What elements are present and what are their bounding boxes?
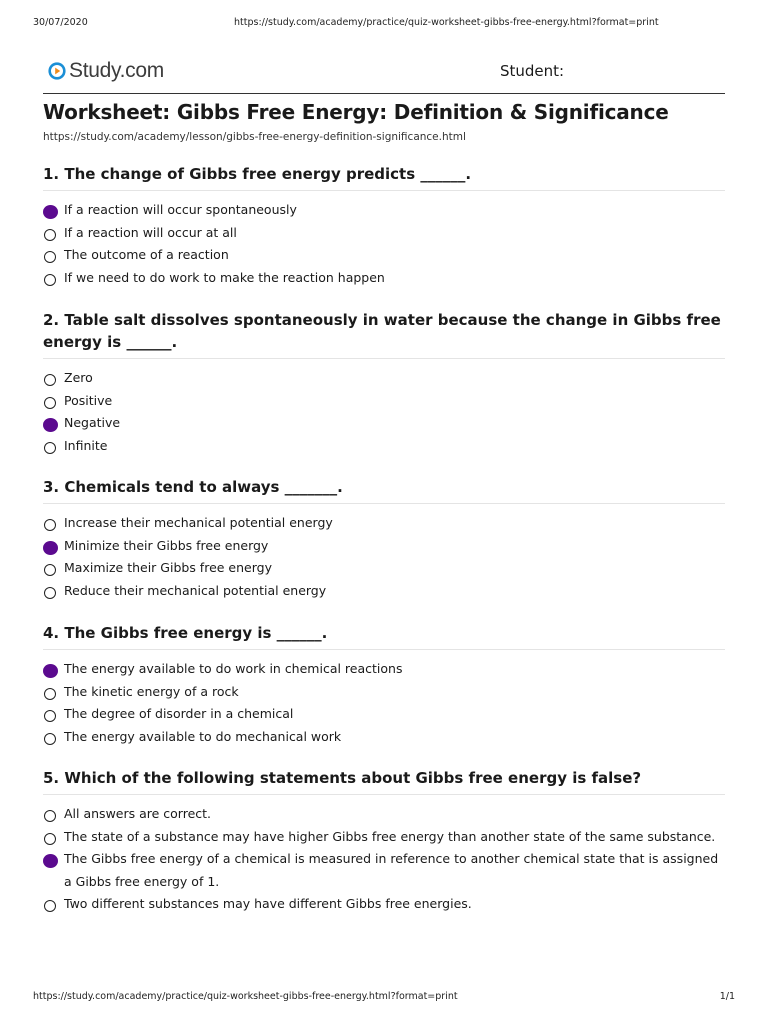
answer-text: Increase their mechanical potential energy [64,515,333,530]
answer-option[interactable] [43,826,725,849]
answer-text: The Gibbs free energy of a chemical is measured in reference to another chemical state that is assigned a Gibbs free energy of 1. [64,851,719,889]
question-4 [43,622,725,748]
logo-text: Study.com [69,59,164,82]
answer-text: If a reaction will occur at all [64,224,237,240]
answer-option[interactable] [43,893,725,916]
answer-text: Positive [64,392,113,408]
answer-option[interactable] [43,703,725,726]
lesson-url[interactable]: https://study.com/academy/lesson/gibbs-free-energy-definition-significance.html [43,131,466,143]
answer-option[interactable] [43,435,725,458]
radio-button[interactable] [44,710,56,722]
selected-answer-marker [43,205,58,219]
answer-option[interactable] [43,199,725,222]
answer-text: Two different substances may have different Gibbs free energies. [64,896,472,911]
question-3 [43,476,725,602]
selected-answer-marker [43,854,58,868]
answer-text: If a reaction will occur spontaneously [64,202,297,217]
print-url-footer: https://study.com/academy/practice/quiz-worksheet-gibbs-free-energy.html?format=print [33,991,458,1002]
answer-option[interactable] [43,367,725,390]
radio-button[interactable] [44,229,56,241]
radio-button[interactable] [44,251,56,263]
radio-button[interactable] [44,587,56,599]
question-text: 2. Table salt dissolves spontaneously in water because the change in Gibbs free energy is ______. [43,311,721,351]
header-divider [43,93,725,94]
answer-option[interactable] [43,848,725,893]
answer-text: The state of a substance may have higher Gibbs free energy than another state of the same substance. [64,828,716,844]
answer-list [43,512,725,602]
answer-text: The energy available to do work in chemical reactions [64,661,403,676]
worksheet-title: Worksheet: Gibbs Free Energy: Definition & Significance [43,100,669,124]
study-logo[interactable] [48,56,164,86]
selected-answer-marker [43,418,58,432]
answer-text: The outcome of a reaction [64,247,229,262]
answer-option[interactable] [43,244,725,267]
answer-list [43,367,725,457]
question-divider [43,794,725,795]
answer-option[interactable] [43,580,725,603]
selected-answer-marker [43,541,58,555]
answer-text: Maximize their Gibbs free energy [64,560,272,575]
play-circle-icon [48,62,66,80]
print-date: 30/07/2020 [33,17,88,28]
answer-option[interactable] [43,681,725,704]
answer-text: Zero [64,370,93,385]
question-5 [43,767,725,916]
question-text: 3. Chemicals tend to always _______. [43,478,343,496]
answer-text: If we need to do work to make the reaction happen [64,269,385,285]
answer-list [43,803,725,916]
radio-button[interactable] [44,374,56,386]
question-1 [43,163,725,289]
radio-button[interactable] [44,564,56,576]
answer-list [43,658,725,748]
answer-text: The energy available to do mechanical work [64,728,342,744]
answer-list [43,199,725,289]
answer-option[interactable] [43,557,725,580]
answer-text: Reduce their mechanical potential energy [64,582,327,598]
answer-text: Minimize their Gibbs free energy [64,537,269,553]
question-divider [43,649,725,650]
print-url-header: https://study.com/academy/practice/quiz-worksheet-gibbs-free-energy.html?format=print [234,17,659,28]
answer-text: Infinite [64,437,108,453]
answer-option[interactable] [43,390,725,413]
page-number: 1/1 [719,991,735,1002]
radio-button[interactable] [44,442,56,454]
question-divider [43,503,725,504]
answer-text: Negative [64,415,121,430]
question-divider [43,358,725,359]
selected-answer-marker [43,664,58,678]
radio-button[interactable] [44,688,56,700]
radio-button[interactable] [44,274,56,286]
answer-option[interactable] [43,535,725,558]
question-2 [43,309,725,457]
question-text: 4. The Gibbs free energy is ______. [43,624,328,642]
question-text: 5. Which of the following statements about Gibbs free energy is false? [43,769,642,787]
student-label: Student: [500,62,565,80]
answer-option[interactable] [43,512,725,535]
radio-button[interactable] [44,397,56,409]
radio-button[interactable] [44,900,56,912]
answer-option[interactable] [43,267,725,290]
answer-option[interactable] [43,726,725,749]
radio-button[interactable] [44,810,56,822]
radio-button[interactable] [44,519,56,531]
answer-option[interactable] [43,412,725,435]
question-divider [43,190,725,191]
question-text: 1. The change of Gibbs free energy predicts ______. [43,165,472,183]
answer-text: The degree of disorder in a chemical [64,706,294,721]
radio-button[interactable] [44,733,56,745]
answer-option[interactable] [43,222,725,245]
radio-button[interactable] [44,833,56,845]
answer-option[interactable] [43,803,725,826]
answer-text: All answers are correct. [64,806,212,821]
answer-option[interactable] [43,658,725,681]
answer-text: The kinetic energy of a rock [64,683,239,699]
